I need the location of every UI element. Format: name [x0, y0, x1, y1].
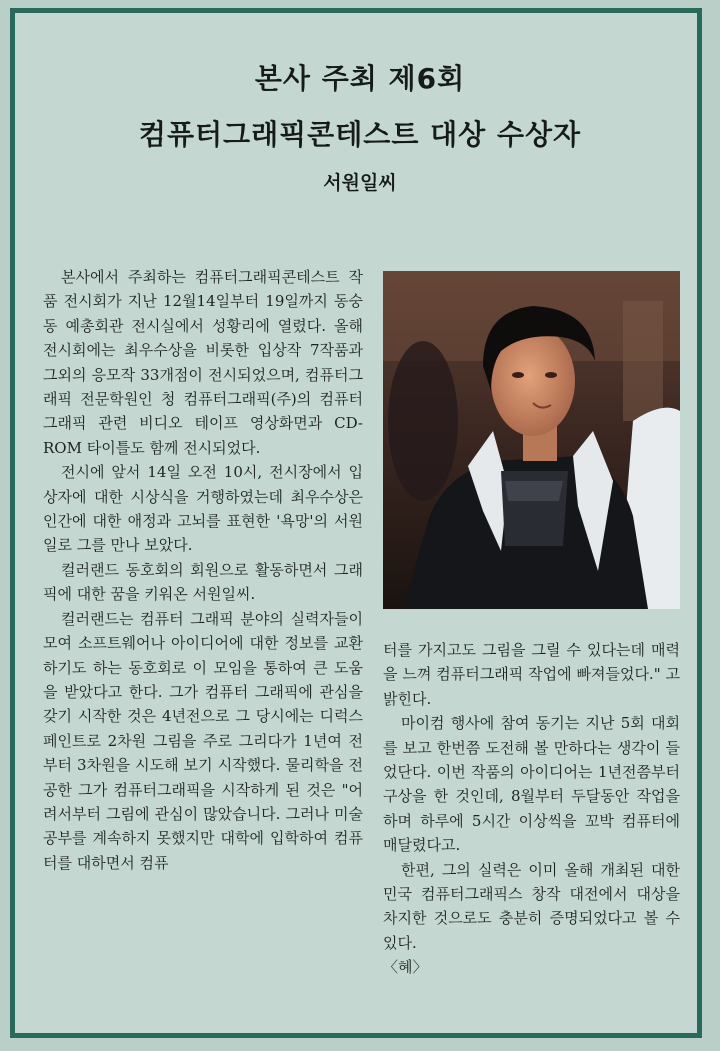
paragraph: 전시에 앞서 14일 오전 10시, 전시장에서 입상자에 대한 시상식을 거행하였는데 최우수상은 인간에 대한 애정과 고뇌를 표현한 '욕망'의 서원일로 그를 만나 보았다.: [43, 463, 363, 555]
article-body-right: [383, 638, 680, 980]
paragraph: 본사에서 주최하는 컴퓨터그래픽콘테스트 작품 전시회가 지난 12월14일부터 19일까지 동숭동 예총회관 전시실에서 성황리에 열렸다. 올해 전시회에는 최우수상을 비롯한 입상작 7작품과 그외의 응모작 33개점이 전시되었으며, 컴퓨터그래픽 전문학원인 청 컴퓨터그래픽(주)의 컴퓨터그래픽 관련 비디오 테이프 영상화면과 CD-ROM 타이틀도 함께 전시되었다.: [43, 268, 363, 457]
paragraph: 컬러랜드 동호회의 회원으로 활동하면서 그래픽에 대한 꿈을 키워온 서원일씨.: [43, 560, 363, 604]
paragraph: 마이컴 행사에 참여 동기는 지난 5회 대회를 보고 한번쯤 도전해 볼 만하다는 생각이 들었단다. 이번 작품의 아이디어는 1년전쯤부터 구상을 한 것인데, 8월부터 두달동안 작업을 하며 하루에 5시간 이상씩을 꼬박 컴퓨터에 매달렸다고.: [383, 714, 680, 855]
paragraph: 한편, 그의 실력은 이미 올해 개최된 대한민국 컴퓨터그래픽스 창작 대전에서 대상을 차지한 것으로도 충분히 증명되었다고 볼 수 있다.: [383, 860, 680, 952]
paragraph: 터를 가지고도 그림을 그릴 수 있다는데 매력을 느껴 컴퓨터그래픽 작업에 빠져들었다." 고 밝힌다.: [383, 641, 680, 708]
paragraph: 컬러랜드는 컴퓨터 그래픽 분야의 실력자들이 모여 소프트웨어나 아이디어에 대한 정보를 교환하기도 하는 동호회로 이 모임을 통하여 큰 도움을 받았다고 한다. 그가 컴퓨터 그래픽에 관심을 갖기 시작한 것은 4년전으로 그 당시에는 디럭스페인트로 2차원 그림을 주로 그리다가 1년여 전부터 3차원을 시도해 보기 시작했다. 물리학을 전공한 그가 컴퓨터그래픽을 시작하게 된 것은 "어려서부터 그림에 관심이 많았습니다. 그러나 미술공부를 계속하지 못했지만 대학에 입학하여 컴퓨터를 대하면서 컴퓨: [43, 609, 363, 872]
byline: 서원일씨: [323, 172, 397, 194]
portrait-photo: [383, 271, 680, 609]
headline-line-1: 본사 주최 제6회: [254, 62, 466, 95]
article-body-left: [43, 265, 363, 875]
headline-line-2: 컴퓨터그래픽콘테스트 대상 수상자: [138, 118, 582, 151]
signature: 〈혜〉: [383, 958, 428, 977]
